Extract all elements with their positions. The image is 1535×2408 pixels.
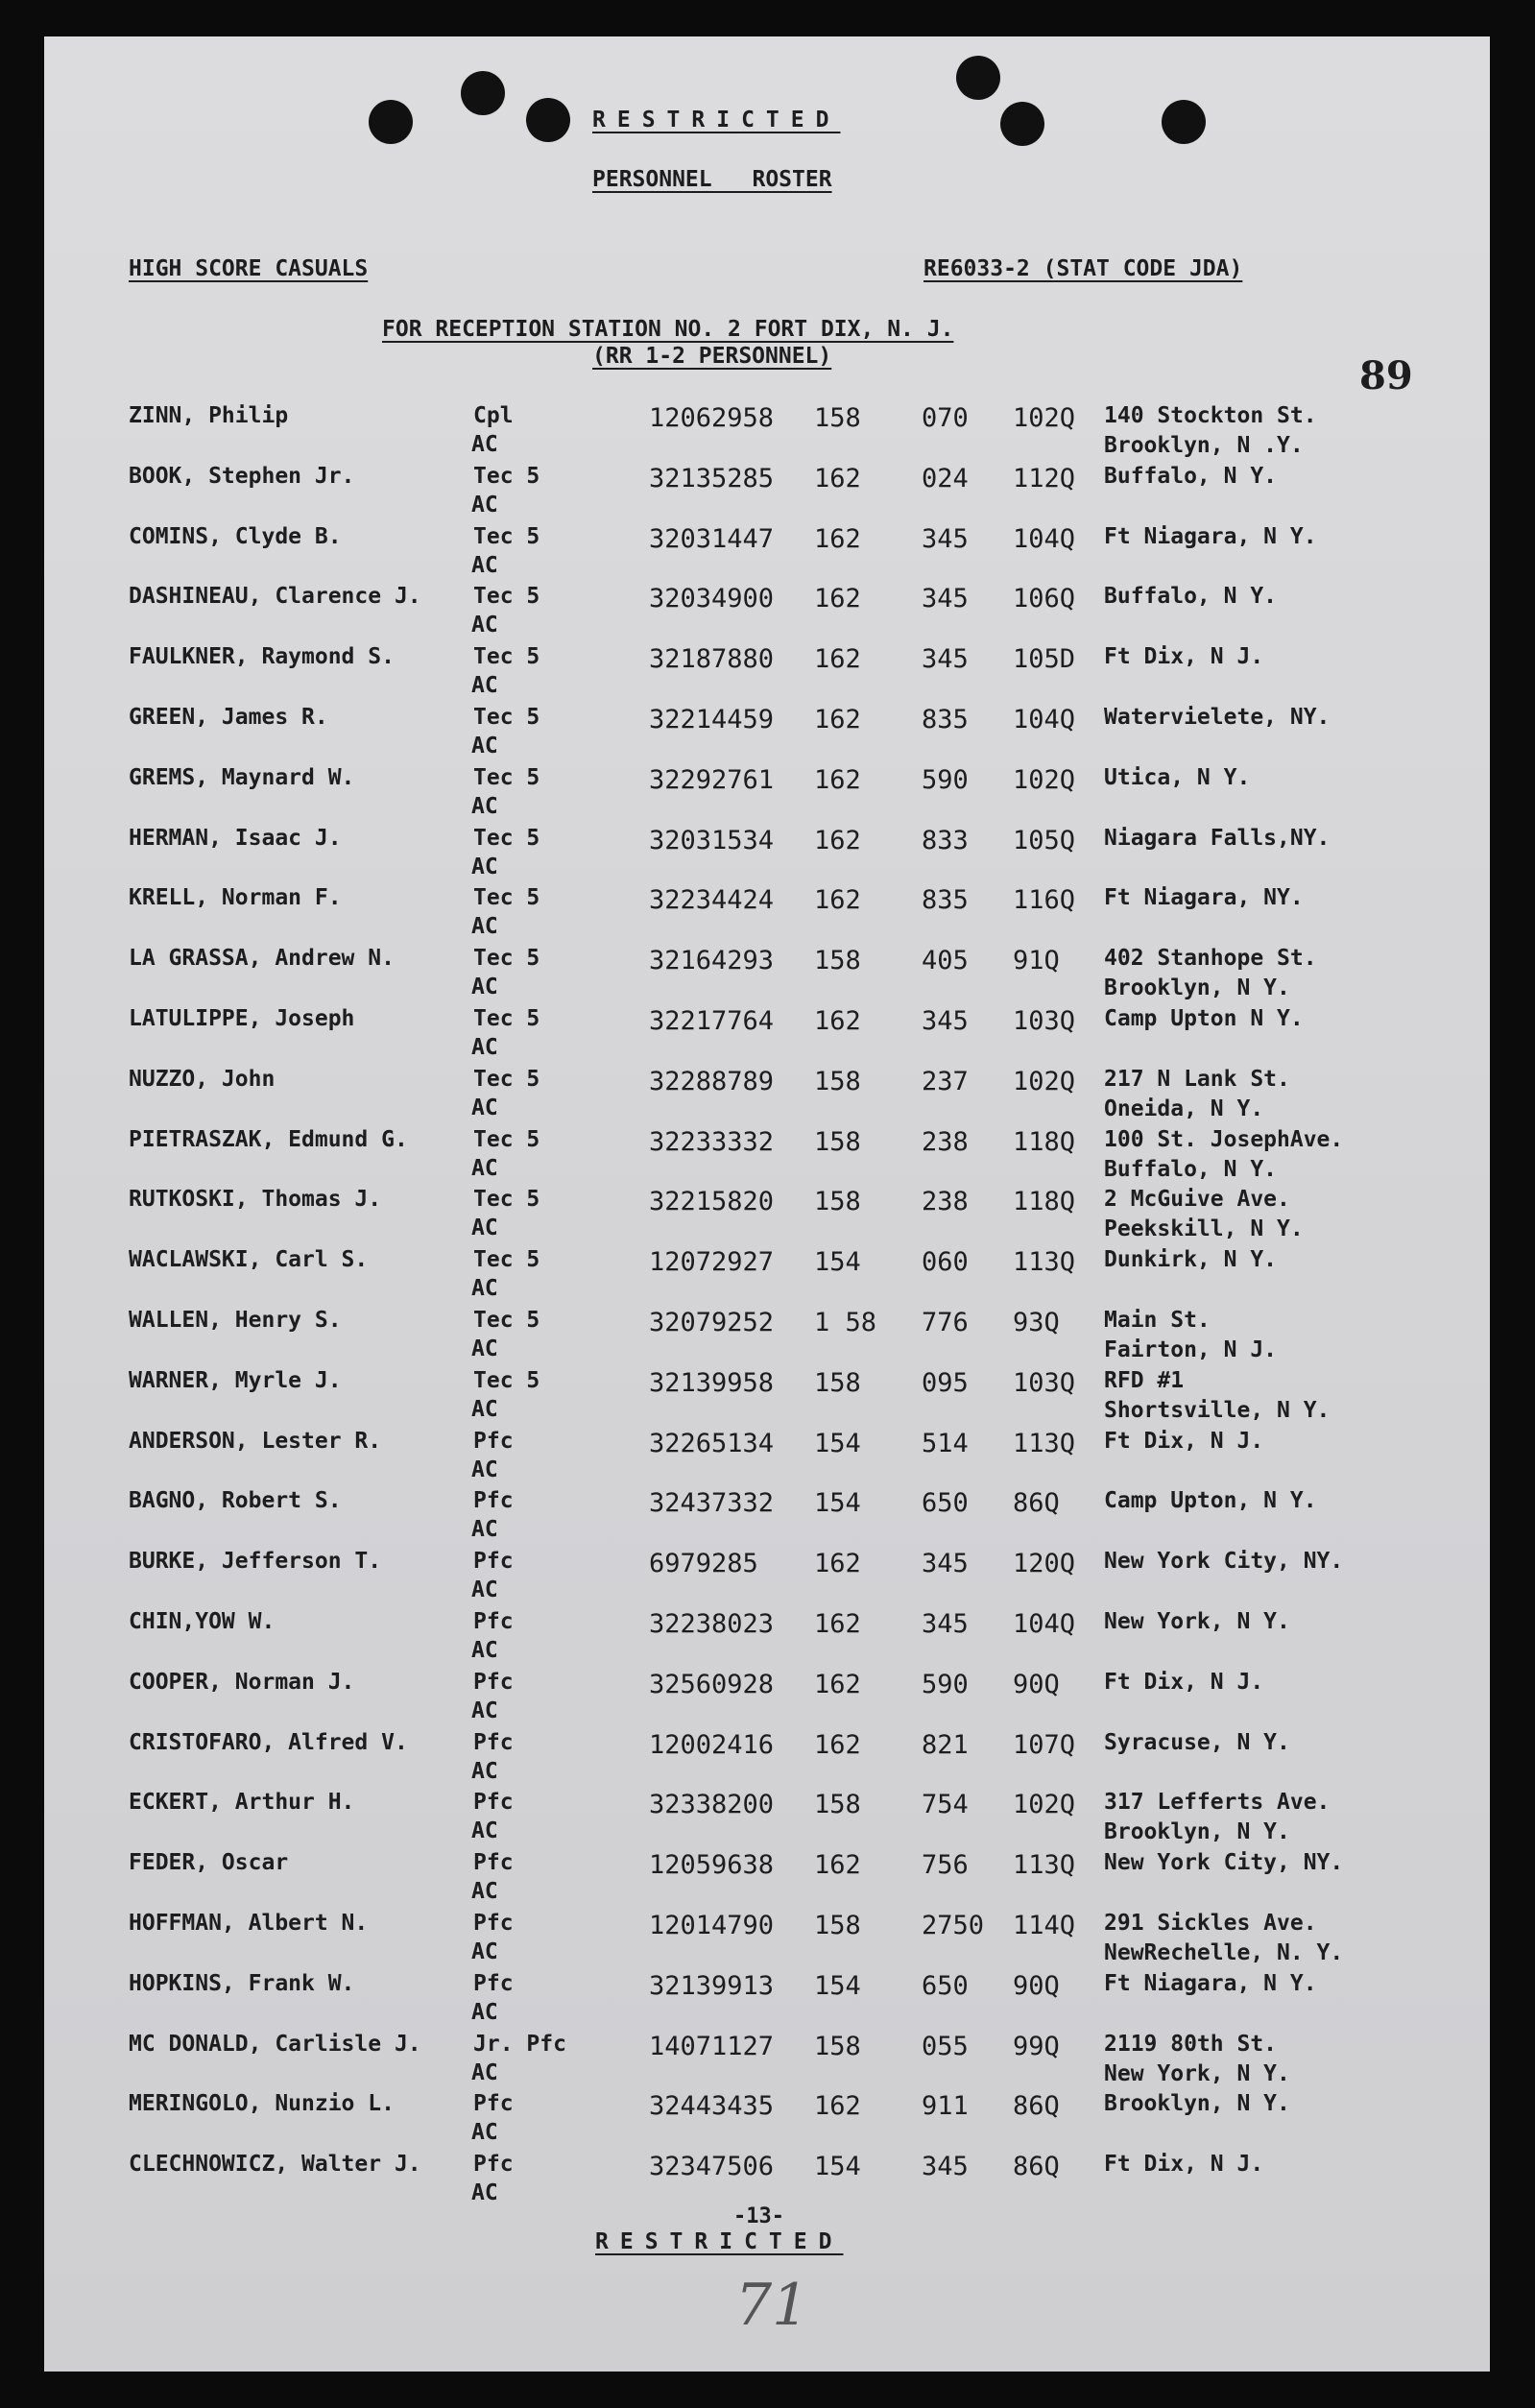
entry-grade: Tec 5 (473, 826, 540, 851)
entry-grade: Pfc (473, 1911, 514, 1936)
entry-code-3: 86Q (1013, 1488, 1060, 1518)
entry-code-3: 118Q (1013, 1187, 1076, 1216)
entry-grade: Pfc (473, 1850, 514, 1875)
entry-serial-number: 32265134 (649, 1429, 775, 1458)
entry-branch: AC (471, 1035, 498, 1060)
entry-name: ANDERSON, Lester R. (129, 1429, 382, 1454)
entry-serial-number: 32034900 (649, 584, 775, 614)
entry-branch: AC (471, 2060, 498, 2085)
entry-branch: AC (471, 1457, 498, 1482)
entry-code-1: 154 (814, 1429, 861, 1458)
entry-code-2: 911 (922, 2091, 969, 2121)
entry-serial-number: 6979285 (649, 1549, 758, 1578)
entry-code-2: 835 (922, 705, 969, 734)
entry-serial-number: 32292761 (649, 765, 775, 795)
entry-grade: Tec 5 (473, 524, 540, 549)
entry-name: ZINN, Philip (129, 403, 289, 428)
entry-address-line-1: Camp Upton N Y. (1104, 1006, 1304, 1031)
entry-grade: Tec 5 (473, 464, 540, 489)
entry-serial-number: 32443435 (649, 2091, 775, 2121)
entry-address-line-1: Ft Dix, N J. (1104, 2152, 1264, 2177)
entry-code-3: 103Q (1013, 1006, 1076, 1036)
entry-address-line-2: Fairton, N J. (1104, 1337, 1278, 1362)
roster-row (0, 1488, 1535, 1548)
entry-grade: Tec 5 (473, 946, 540, 971)
entry-code-1: 1 58 (814, 1308, 877, 1337)
entry-branch: AC (471, 2180, 498, 2205)
entry-name: COOPER, Norman J. (129, 1670, 355, 1695)
entry-grade: Tec 5 (473, 1067, 540, 1092)
entry-address-line-1: 402 Stanhope St. (1104, 946, 1317, 971)
entry-code-1: 158 (814, 1127, 861, 1157)
entry-branch: AC (471, 553, 498, 578)
entry-grade: Tec 5 (473, 885, 540, 910)
entry-name: KRELL, Norman F. (129, 885, 342, 910)
entry-code-1: 162 (814, 524, 861, 554)
entry-code-2: 590 (922, 1670, 969, 1699)
punch-hole (956, 56, 1000, 100)
entry-name: WACLAWSKI, Carl S. (129, 1247, 369, 1272)
entry-serial-number: 32238023 (649, 1609, 775, 1639)
roster-row (0, 1187, 1535, 1246)
entry-code-1: 158 (814, 946, 861, 975)
entry-code-3: 90Q (1013, 1670, 1060, 1699)
entry-name: BURKE, Jefferson T. (129, 1549, 382, 1574)
entry-code-3: 90Q (1013, 1971, 1060, 2001)
punch-hole (1162, 100, 1206, 144)
punch-hole (526, 98, 570, 142)
roster-row (0, 826, 1535, 885)
entry-address-line-1: New York City, NY. (1104, 1549, 1344, 1574)
entry-address-line-1: Utica, N Y. (1104, 765, 1251, 790)
entry-code-2: 060 (922, 1247, 969, 1277)
entry-branch: AC (471, 914, 498, 939)
entry-code-1: 162 (814, 826, 861, 855)
entry-branch: AC (471, 1759, 498, 1784)
entry-address-line-1: Ft Niagara, N Y. (1104, 1971, 1317, 1996)
entry-address-line-1: 2 McGuive Ave. (1104, 1187, 1290, 1212)
entry-code-1: 154 (814, 2152, 861, 2181)
entry-grade: Tec 5 (473, 584, 540, 609)
entry-branch: AC (471, 613, 498, 638)
entry-code-2: 650 (922, 1971, 969, 2001)
entry-name: FEDER, Oscar (129, 1850, 289, 1875)
entry-code-1: 158 (814, 1368, 861, 1398)
entry-code-2: 345 (922, 2152, 969, 2181)
entry-code-2: 345 (922, 1609, 969, 1639)
entry-address-line-1: Ft Niagara, N Y. (1104, 524, 1317, 549)
entry-grade: Pfc (473, 1609, 514, 1634)
entry-code-2: 345 (922, 1006, 969, 1036)
entry-serial-number: 12002416 (649, 1730, 775, 1760)
entry-code-3: 104Q (1013, 524, 1076, 554)
entry-address-line-1: 2119 80th St. (1104, 2032, 1278, 2057)
entry-grade: Pfc (473, 1730, 514, 1755)
entry-address-line-1: New York, N Y. (1104, 1609, 1290, 1634)
roster-row (0, 1429, 1535, 1488)
roster-row (0, 1790, 1535, 1849)
handwritten-mark: 71 (735, 2272, 809, 2339)
restricted-footer: RESTRICTED (595, 2229, 844, 2254)
entry-code-2: 776 (922, 1308, 969, 1337)
entry-serial-number: 32139958 (649, 1368, 775, 1398)
entry-code-2: 514 (922, 1429, 969, 1458)
entry-serial-number: 14071127 (649, 2032, 775, 2061)
entry-grade: Pfc (473, 1429, 514, 1454)
roster-row (0, 946, 1535, 1005)
entry-code-2: 405 (922, 946, 969, 975)
entry-code-2: 754 (922, 1790, 969, 1819)
entry-grade: Pfc (473, 1488, 514, 1513)
entry-grade: Tec 5 (473, 1127, 540, 1152)
punch-hole (1000, 102, 1044, 146)
entry-code-1: 162 (814, 1609, 861, 1639)
entry-address-line-1: Watervielete, NY. (1104, 705, 1331, 730)
entry-name: WALLEN, Henry S. (129, 1308, 342, 1333)
entry-code-2: 835 (922, 885, 969, 915)
reference-code: RE6033-2 (STAT CODE JDA) (923, 256, 1243, 281)
entry-serial-number: 32079252 (649, 1308, 775, 1337)
entry-serial-number: 32031534 (649, 826, 775, 855)
entry-name: HOFFMAN, Albert N. (129, 1911, 369, 1936)
entry-code-3: 104Q (1013, 705, 1076, 734)
entry-code-3: 114Q (1013, 1911, 1076, 1940)
entry-branch: AC (471, 1096, 498, 1120)
entry-name: CLECHNOWICZ, Walter J. (129, 2152, 421, 2177)
page-number: 89 (1359, 353, 1413, 398)
entry-code-1: 162 (814, 644, 861, 674)
punch-hole (461, 71, 505, 115)
entry-address-line-1: Niagara Falls,NY. (1104, 826, 1331, 851)
entry-address-line-1: New York City, NY. (1104, 1850, 1344, 1875)
entry-code-3: 112Q (1013, 464, 1076, 494)
entry-grade: Pfc (473, 1670, 514, 1695)
entry-name: BOOK, Stephen Jr. (129, 464, 355, 489)
entry-code-3: 104Q (1013, 1609, 1076, 1639)
entry-code-3: 86Q (1013, 2152, 1060, 2181)
roster-title: PERSONNEL ROSTER (592, 167, 832, 192)
entry-name: NUZZO, John (129, 1067, 276, 1092)
entry-serial-number: 32233332 (649, 1127, 775, 1157)
entry-address-line-2: Shortsville, N Y. (1104, 1398, 1331, 1423)
entry-grade: Pfc (473, 2091, 514, 2116)
entry-branch: AC (471, 1397, 498, 1422)
entry-code-1: 162 (814, 1850, 861, 1880)
roster-row (0, 403, 1535, 463)
roster-row (0, 1971, 1535, 2031)
entry-address-line-2: New York, N Y. (1104, 2061, 1290, 2086)
entry-code-3: 102Q (1013, 1790, 1076, 1819)
entry-name: FAULKNER, Raymond S. (129, 644, 395, 669)
entry-code-3: 106Q (1013, 584, 1076, 614)
entry-address-line-2: Brooklyn, N .Y. (1104, 433, 1304, 458)
entry-code-3: 102Q (1013, 1067, 1076, 1096)
entry-name: HERMAN, Isaac J. (129, 826, 342, 851)
entry-address-line-1: RFD #1 (1104, 1368, 1185, 1393)
entry-code-2: 237 (922, 1067, 969, 1096)
entry-code-1: 154 (814, 1488, 861, 1518)
entry-code-1: 154 (814, 1971, 861, 2001)
entry-name: CHIN,YOW W. (129, 1609, 276, 1634)
entry-branch: AC (471, 2000, 498, 2025)
entry-name: ECKERT, Arthur H. (129, 1790, 355, 1815)
entry-grade: Tec 5 (473, 1368, 540, 1393)
entry-code-2: 238 (922, 1127, 969, 1157)
entry-code-2: 055 (922, 2032, 969, 2061)
entry-branch: AC (471, 1818, 498, 1843)
entry-branch: AC (471, 673, 498, 698)
roster-row (0, 2152, 1535, 2211)
entry-code-1: 162 (814, 1006, 861, 1036)
entry-address-line-2: NewRechelle, N. Y. (1104, 1940, 1344, 1965)
entry-serial-number: 32031447 (649, 524, 775, 554)
roster-row (0, 1911, 1535, 1970)
entry-code-1: 158 (814, 1911, 861, 1940)
entry-branch: AC (471, 734, 498, 759)
entry-code-2: 345 (922, 584, 969, 614)
entry-address-line-1: 317 Lefferts Ave. (1104, 1790, 1331, 1815)
entry-branch: AC (471, 1216, 498, 1240)
entry-name: MERINGOLO, Nunzio L. (129, 2091, 395, 2116)
entry-code-3: 102Q (1013, 403, 1076, 433)
entry-name: PIETRASZAK, Edmund G. (129, 1127, 408, 1152)
entry-serial-number: 32217764 (649, 1006, 775, 1036)
entry-branch: AC (471, 1939, 498, 1964)
entry-code-1: 158 (814, 2032, 861, 2061)
entry-name: DASHINEAU, Clarence J. (129, 584, 421, 609)
entry-grade: Tec 5 (473, 1006, 540, 1031)
entry-grade: Tec 5 (473, 1247, 540, 1272)
entry-code-2: 756 (922, 1850, 969, 1880)
entry-grade: Tec 5 (473, 644, 540, 669)
entry-code-3: 116Q (1013, 885, 1076, 915)
entry-code-2: 590 (922, 765, 969, 795)
entry-code-3: 91Q (1013, 946, 1060, 975)
entry-serial-number: 12059638 (649, 1850, 775, 1880)
entry-code-1: 162 (814, 1670, 861, 1699)
punch-hole (369, 100, 413, 144)
restricted-heading: RESTRICTED (592, 108, 841, 132)
entry-address-line-1: Brooklyn, N Y. (1104, 2091, 1290, 2116)
entry-branch: AC (471, 1276, 498, 1301)
entry-serial-number: 32164293 (649, 946, 775, 975)
entry-code-1: 154 (814, 1247, 861, 1277)
roster-row (0, 1368, 1535, 1428)
entry-grade: Tec 5 (473, 1308, 540, 1333)
roster-row (0, 1850, 1535, 1910)
entry-address-line-1: Dunkirk, N Y. (1104, 1247, 1278, 1272)
entry-code-1: 162 (814, 765, 861, 795)
roster-row (0, 2032, 1535, 2091)
entry-code-3: 102Q (1013, 765, 1076, 795)
roster-row (0, 1067, 1535, 1126)
entry-address-line-2: Buffalo, N Y. (1104, 1157, 1278, 1182)
entry-code-3: 99Q (1013, 2032, 1060, 2061)
entry-code-1: 162 (814, 2091, 861, 2121)
entry-code-3: 113Q (1013, 1850, 1076, 1880)
entry-grade: Cpl (473, 403, 514, 428)
entry-address-line-1: 291 Sickles Ave. (1104, 1911, 1317, 1936)
entry-serial-number: 32560928 (649, 1670, 775, 1699)
entry-grade: Pfc (473, 1549, 514, 1574)
group-label: HIGH SCORE CASUALS (129, 256, 369, 281)
entry-branch: AC (471, 1336, 498, 1361)
entry-grade: Pfc (473, 1971, 514, 1996)
entry-code-2: 238 (922, 1187, 969, 1216)
entry-serial-number: 32135285 (649, 464, 775, 494)
entry-code-3: 113Q (1013, 1247, 1076, 1277)
entry-address-line-2: Peekskill, N Y. (1104, 1216, 1304, 1241)
entry-address-line-1: 100 St. JosephAve. (1104, 1127, 1344, 1152)
roster-row (0, 524, 1535, 584)
entry-code-1: 162 (814, 1549, 861, 1578)
entry-name: RUTKOSKI, Thomas J. (129, 1187, 382, 1212)
entry-address-line-2: Brooklyn, N Y. (1104, 1819, 1290, 1844)
entry-code-3: 120Q (1013, 1549, 1076, 1578)
entry-grade: Pfc (473, 2152, 514, 2177)
sub-destination: (RR 1-2 PERSONNEL) (592, 344, 832, 369)
entry-name: HOPKINS, Frank W. (129, 1971, 355, 1996)
entry-serial-number: 32288789 (649, 1067, 775, 1096)
entry-name: WARNER, Myrle J. (129, 1368, 342, 1393)
entry-code-3: 86Q (1013, 2091, 1060, 2121)
entry-code-3: 103Q (1013, 1368, 1076, 1398)
entry-serial-number: 32139913 (649, 1971, 775, 2001)
entry-grade: Tec 5 (473, 1187, 540, 1212)
entry-code-2: 821 (922, 1730, 969, 1760)
entry-code-2: 345 (922, 1549, 969, 1578)
entry-branch: AC (471, 1879, 498, 1904)
page-mark: -13- (733, 2204, 784, 2228)
entry-code-3: 113Q (1013, 1429, 1076, 1458)
entry-serial-number: 32347506 (649, 2152, 775, 2181)
roster-row (0, 705, 1535, 764)
roster-row (0, 1006, 1535, 1066)
entry-name: GREEN, James R. (129, 705, 328, 730)
entry-code-2: 345 (922, 644, 969, 674)
entry-code-2: 095 (922, 1368, 969, 1398)
roster-row (0, 1609, 1535, 1669)
entry-code-2: 345 (922, 524, 969, 554)
entry-branch: AC (471, 794, 498, 819)
entry-serial-number: 32214459 (649, 705, 775, 734)
entry-address-line-2: Brooklyn, N Y. (1104, 975, 1290, 1000)
entry-branch: AC (471, 1517, 498, 1542)
entry-address-line-1: Main St. (1104, 1308, 1211, 1333)
entry-serial-number: 12062958 (649, 403, 775, 433)
roster-row (0, 584, 1535, 643)
entry-serial-number: 32338200 (649, 1790, 775, 1819)
entry-name: BAGNO, Robert S. (129, 1488, 342, 1513)
entry-code-1: 158 (814, 403, 861, 433)
entry-address-line-1: Syracuse, N Y. (1104, 1730, 1290, 1755)
entry-grade: Tec 5 (473, 765, 540, 790)
roster-row (0, 464, 1535, 523)
entry-code-3: 107Q (1013, 1730, 1076, 1760)
roster-row (0, 2091, 1535, 2151)
entry-address-line-1: Buffalo, N Y. (1104, 584, 1278, 609)
entry-name: LATULIPPE, Joseph (129, 1006, 355, 1031)
roster-row (0, 1730, 1535, 1790)
entry-code-2: 833 (922, 826, 969, 855)
entry-address-line-1: Ft Dix, N J. (1104, 644, 1264, 669)
entry-code-2: 024 (922, 464, 969, 494)
roster-row (0, 1247, 1535, 1307)
entry-branch: AC (471, 1638, 498, 1663)
entry-branch: AC (471, 1156, 498, 1181)
entry-grade: Pfc (473, 1790, 514, 1815)
entry-code-3: 105Q (1013, 826, 1076, 855)
entry-code-1: 162 (814, 705, 861, 734)
roster-row (0, 1127, 1535, 1187)
entry-code-2: 070 (922, 403, 969, 433)
roster-row (0, 1308, 1535, 1367)
entry-grade: Jr. Pfc (473, 2032, 566, 2057)
entry-branch: AC (471, 1577, 498, 1602)
entry-branch: AC (471, 855, 498, 879)
entry-code-1: 158 (814, 1790, 861, 1819)
entry-address-line-1: Buffalo, N Y. (1104, 464, 1278, 489)
entry-branch: AC (471, 493, 498, 518)
entry-address-line-1: Ft Niagara, NY. (1104, 885, 1304, 910)
entry-serial-number: 32437332 (649, 1488, 775, 1518)
entry-address-line-1: Camp Upton, N Y. (1104, 1488, 1317, 1513)
entry-code-2: 650 (922, 1488, 969, 1518)
entry-serial-number: 32215820 (649, 1187, 775, 1216)
entry-address-line-1: 140 Stockton St. (1104, 403, 1317, 428)
entry-name: LA GRASSA, Andrew N. (129, 946, 395, 971)
entry-code-1: 162 (814, 584, 861, 614)
entry-code-3: 93Q (1013, 1308, 1060, 1337)
entry-grade: Tec 5 (473, 705, 540, 730)
entry-serial-number: 12014790 (649, 1911, 775, 1940)
entry-name: MC DONALD, Carlisle J. (129, 2032, 421, 2057)
entry-code-3: 118Q (1013, 1127, 1076, 1157)
entry-code-1: 162 (814, 1730, 861, 1760)
entry-address-line-1: Ft Dix, N J. (1104, 1670, 1264, 1695)
entry-branch: AC (471, 1698, 498, 1723)
entry-address-line-1: 217 N Lank St. (1104, 1067, 1290, 1092)
entry-address-line-2: Oneida, N Y. (1104, 1096, 1264, 1121)
entry-name: COMINS, Clyde B. (129, 524, 342, 549)
entry-branch: AC (471, 975, 498, 999)
roster-row (0, 1670, 1535, 1729)
entry-serial-number: 12072927 (649, 1247, 775, 1277)
entry-code-1: 158 (814, 1187, 861, 1216)
roster-row (0, 644, 1535, 704)
entry-code-1: 162 (814, 464, 861, 494)
roster-row (0, 765, 1535, 825)
entry-code-2: 2750 (922, 1911, 985, 1940)
entry-code-1: 162 (814, 885, 861, 915)
entry-branch: AC (471, 2120, 498, 2145)
entry-branch: AC (471, 432, 498, 457)
roster-row (0, 885, 1535, 945)
entry-code-1: 158 (814, 1067, 861, 1096)
entry-serial-number: 32234424 (649, 885, 775, 915)
roster-row (0, 1549, 1535, 1608)
destination-line: FOR RECEPTION STATION NO. 2 FORT DIX, N. J. (382, 317, 954, 342)
entry-code-3: 105D (1013, 644, 1076, 674)
entry-address-line-1: Ft Dix, N J. (1104, 1429, 1264, 1454)
entry-serial-number: 32187880 (649, 644, 775, 674)
entry-name: CRISTOFARO, Alfred V. (129, 1730, 408, 1755)
entry-name: GREMS, Maynard W. (129, 765, 355, 790)
